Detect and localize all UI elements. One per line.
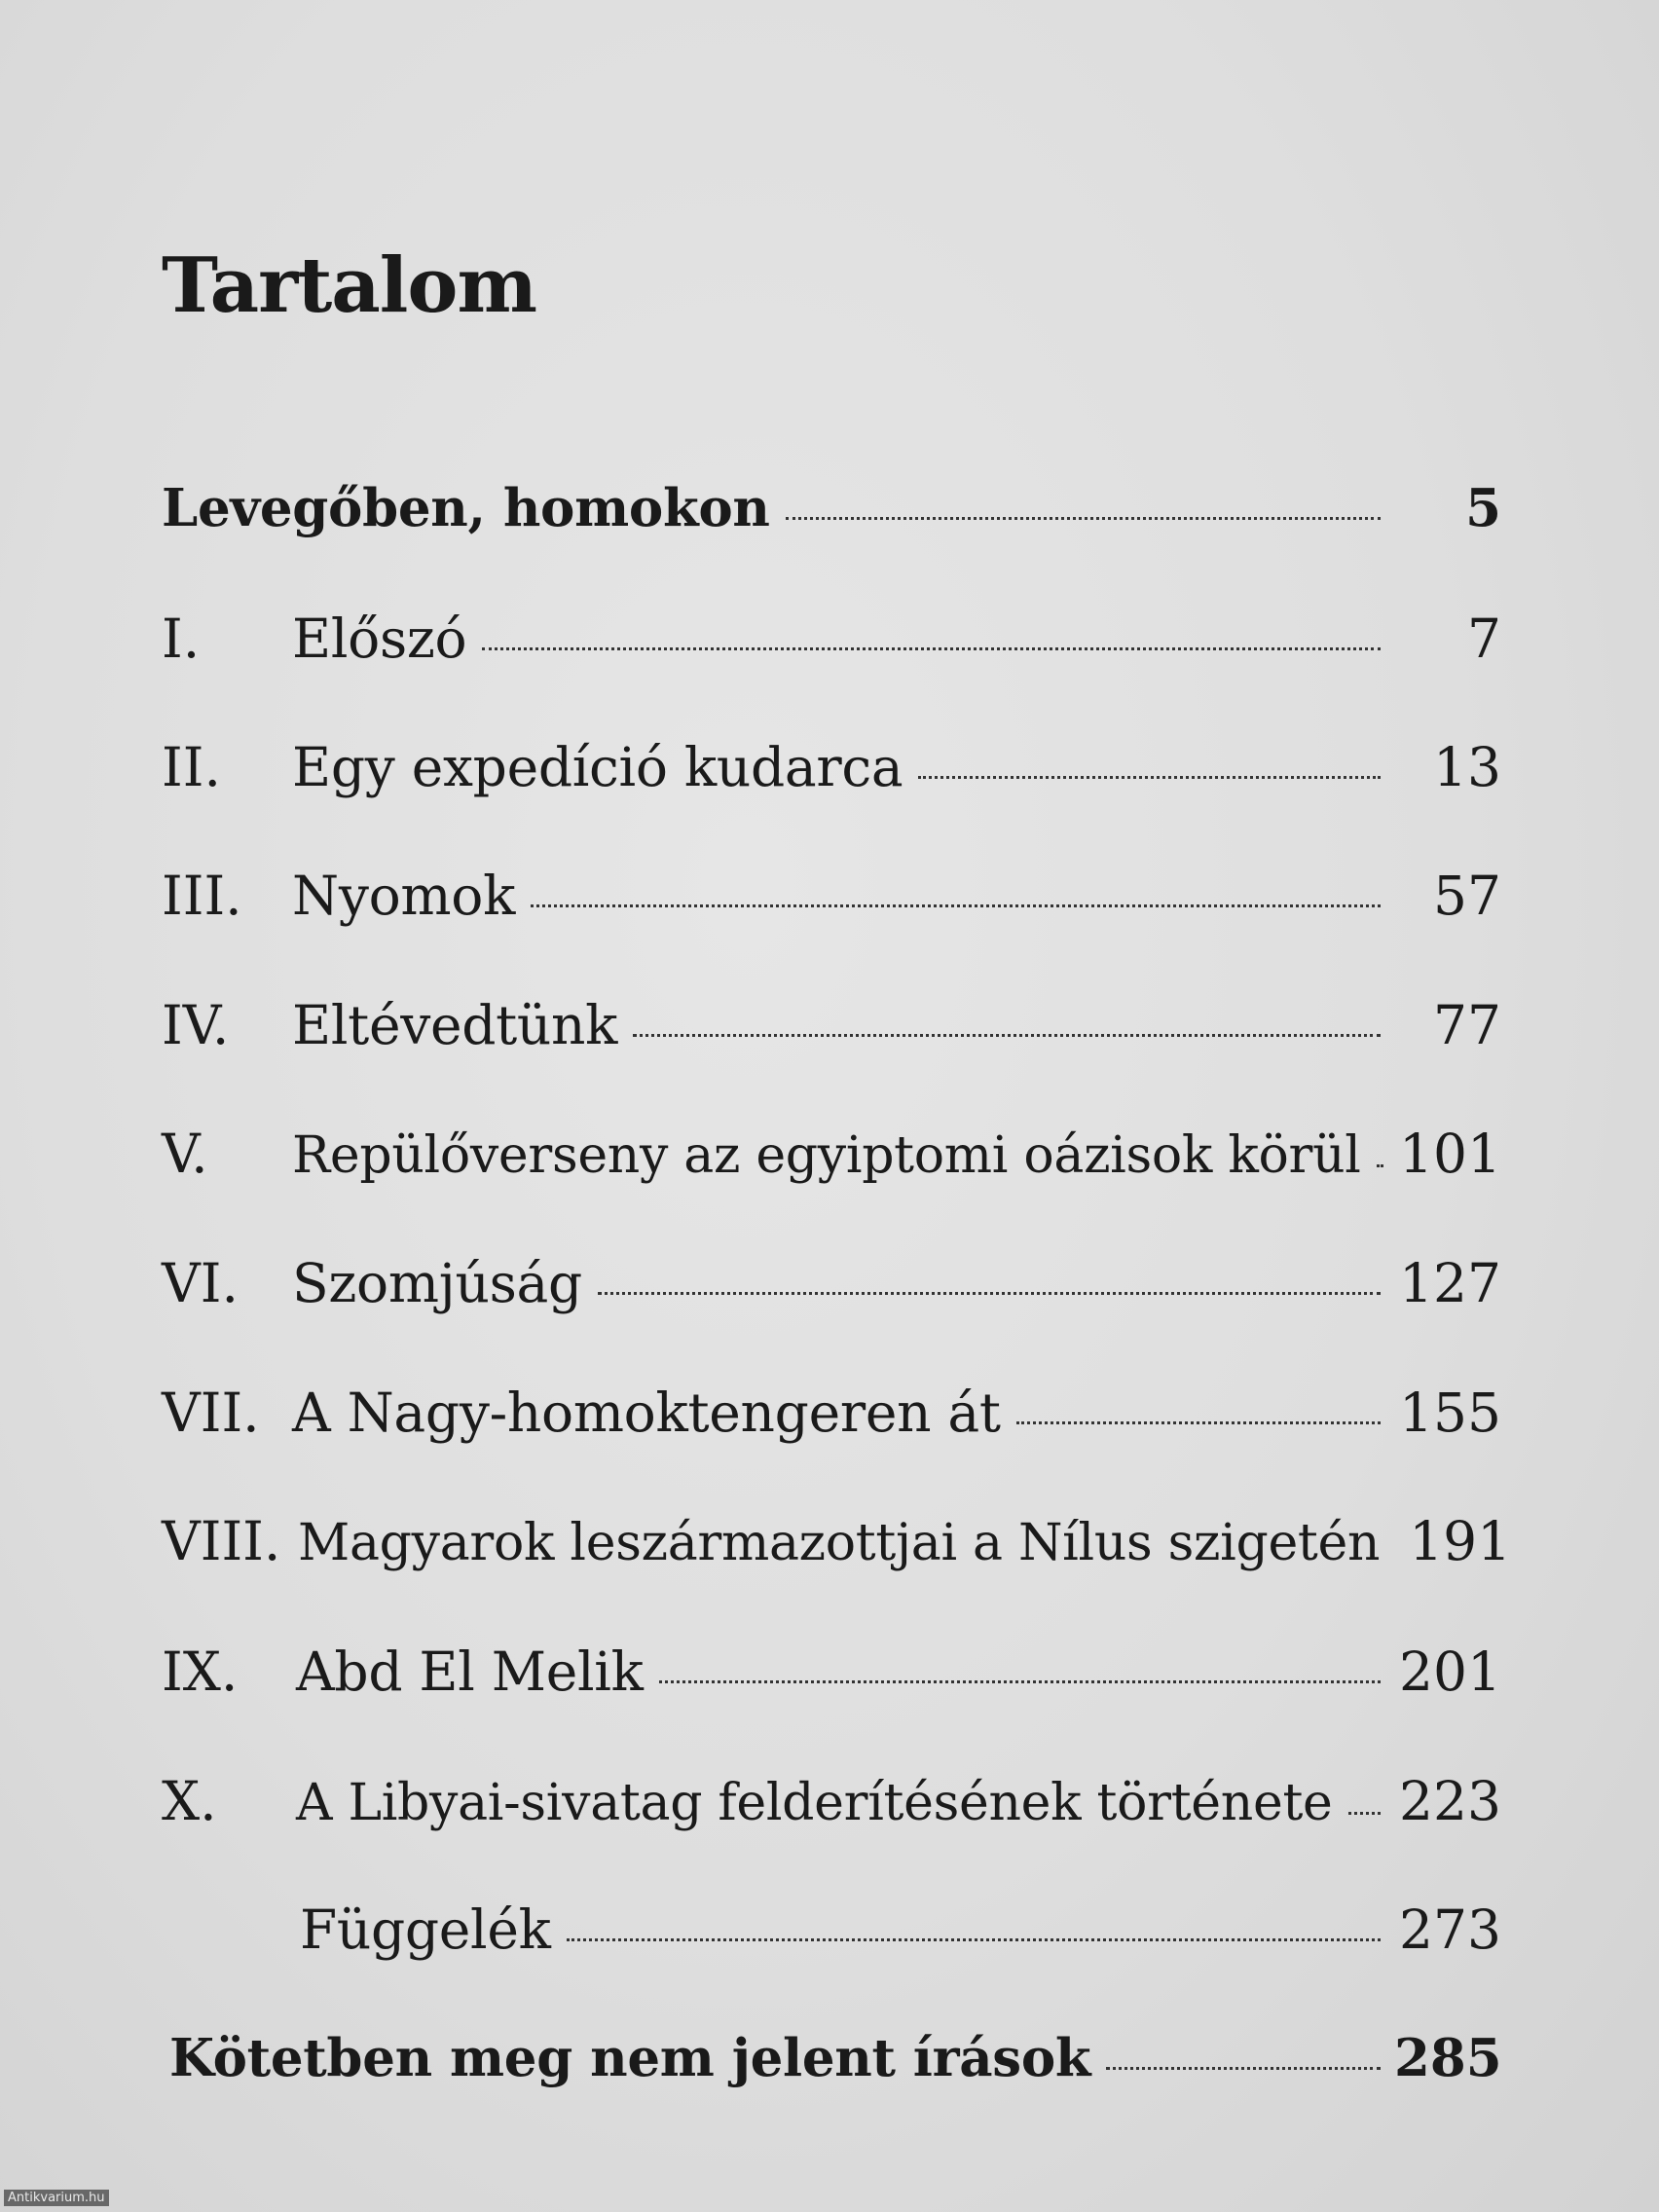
toc-entry [162, 2019, 1501, 2097]
toc-entry [162, 1762, 1501, 1840]
toc-entry [162, 857, 1501, 935]
chapter-number: VII. [162, 1382, 260, 1444]
chapter-number: VIII. [162, 1510, 281, 1572]
toc-row [292, 857, 1501, 935]
toc-page-number: 77 [1433, 994, 1501, 1056]
chapter-number: II. [162, 736, 221, 798]
toc-page-number: 101 [1399, 1123, 1501, 1185]
toc-entry [162, 469, 1501, 547]
toc-page-number: 57 [1433, 865, 1501, 927]
toc-row [169, 2019, 1501, 2097]
toc-page-number: 155 [1399, 1382, 1501, 1444]
page-title: Tartalom [162, 241, 536, 330]
toc-entry-title: Abd El Melik [296, 1641, 644, 1703]
chapter-number: X. [162, 1770, 217, 1832]
toc-entry-title: Függelék [300, 1899, 551, 1961]
toc-entry-title: Előszó [292, 608, 467, 670]
toc-page-number: 7 [1467, 608, 1501, 670]
toc-page-number: 5 [1465, 478, 1501, 538]
chapter-number: III. [162, 865, 242, 927]
toc-row [292, 1374, 1501, 1452]
toc-page-number: 13 [1433, 736, 1501, 798]
toc-entry [162, 600, 1501, 678]
toc-page-number: 285 [1394, 2028, 1502, 2088]
dot-leader [598, 1292, 1381, 1295]
dot-leader [1106, 2067, 1381, 2070]
toc-entry [162, 1374, 1501, 1452]
toc-row [292, 1244, 1501, 1322]
toc-entry [162, 1891, 1501, 1969]
dot-leader [633, 1034, 1381, 1037]
dot-leader [786, 517, 1381, 520]
toc-row [300, 1891, 1501, 1969]
chapter-number: V. [162, 1123, 208, 1185]
toc-entry-title: Egy expedíció kudarca [292, 736, 903, 798]
dot-leader [482, 647, 1381, 650]
toc-entry-title: A Nagy-homoktengeren át [292, 1382, 1001, 1444]
toc-row [162, 469, 1501, 547]
dot-leader [1016, 1421, 1381, 1424]
toc-entry-title: Eltévedtünk [292, 994, 618, 1056]
toc-row [296, 1633, 1501, 1711]
toc-page-number: 201 [1399, 1641, 1501, 1703]
toc-entry [162, 986, 1501, 1064]
dot-leader [531, 904, 1381, 907]
toc-row [292, 728, 1501, 806]
toc-entry-title: A Libyai-sivatag felderítésének története [296, 1774, 1333, 1832]
toc-entry [162, 1502, 1512, 1580]
toc-row [296, 1762, 1501, 1842]
dot-leader [1377, 1164, 1381, 1167]
toc-page-number: 223 [1399, 1770, 1501, 1832]
toc-row [292, 1115, 1501, 1195]
dot-leader [918, 776, 1381, 779]
toc-entry-title: Magyarok leszármazottjai a Nílus szigetén [298, 1514, 1381, 1572]
chapter-number: IX. [162, 1641, 239, 1703]
toc-entry [162, 1115, 1501, 1193]
dot-leader [567, 1938, 1381, 1941]
toc-page-number: 127 [1399, 1252, 1501, 1314]
dot-leader [659, 1680, 1381, 1683]
chapter-number: VI. [162, 1252, 239, 1314]
toc-entry-title: Repülőverseny az egyiptomi oázisok körül [292, 1126, 1361, 1185]
toc-entry-title: Szomjúság [292, 1252, 582, 1314]
toc-entry-title: Kötetben meg nem jelent írások [169, 2028, 1091, 2088]
toc-entry [162, 1244, 1501, 1322]
toc-entry-title: Nyomok [292, 865, 516, 927]
chapter-number: IV. [162, 994, 230, 1056]
toc-row [292, 986, 1501, 1064]
toc-row [298, 1502, 1512, 1582]
toc-page-number: 273 [1399, 1899, 1501, 1961]
toc-row [292, 600, 1501, 678]
dot-leader [1348, 1812, 1381, 1815]
chapter-number: I. [162, 608, 201, 670]
toc-entry [162, 728, 1501, 806]
watermark-text: Antikvarium.hu [4, 2190, 109, 2206]
toc-entry [162, 1633, 1501, 1711]
toc-page-number: 191 [1409, 1510, 1512, 1572]
toc-entry-title: Levegőben, homokon [162, 478, 770, 538]
